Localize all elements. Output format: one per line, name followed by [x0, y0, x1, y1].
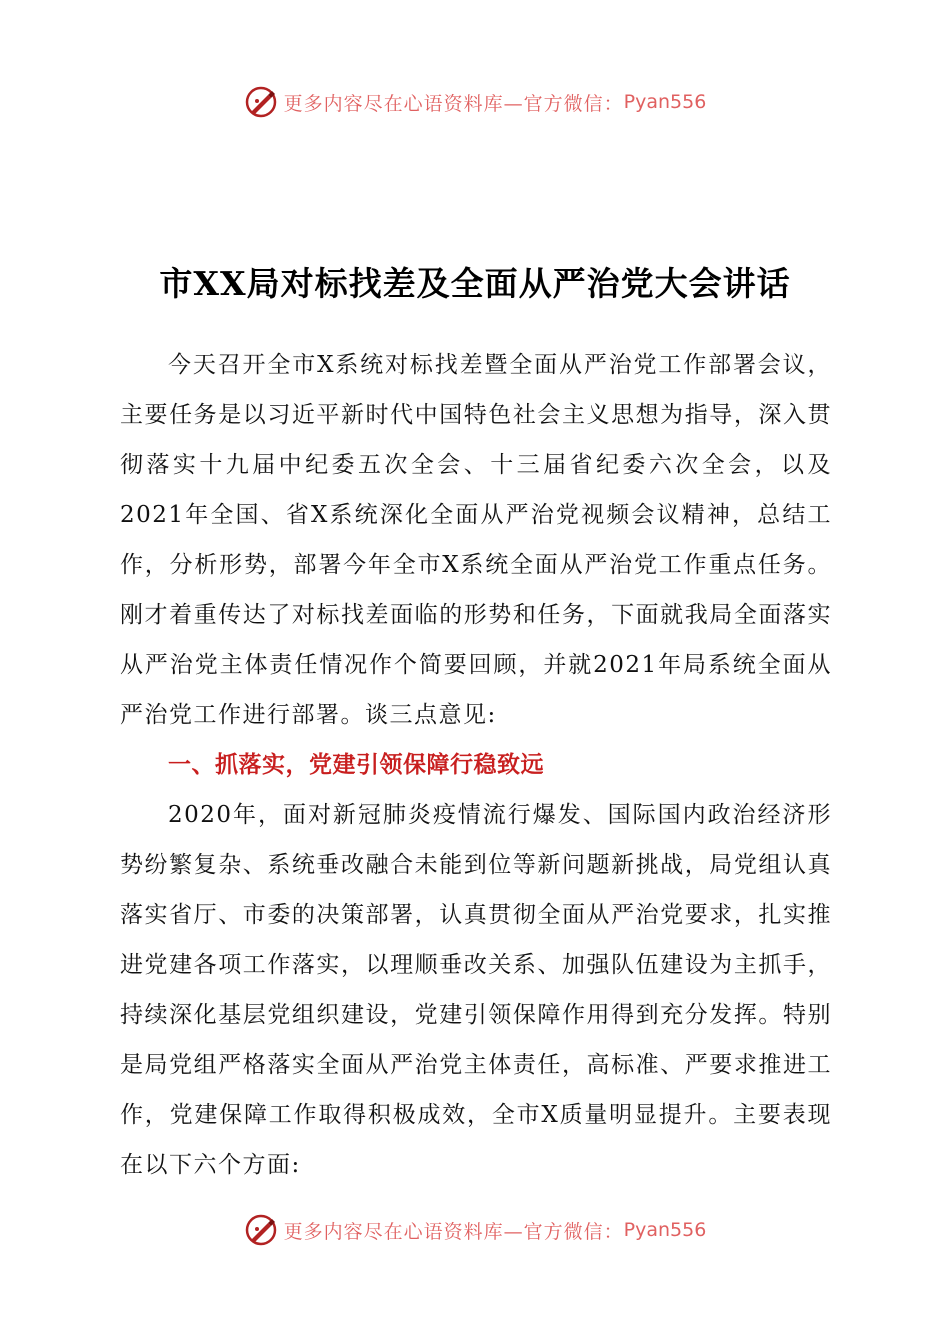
footer-banner — [0, 1210, 950, 1250]
document-title: 市XX局对标找差及全面从严治党大会讲话 — [159, 264, 791, 303]
banner-text: 更多内容尽在心语资料库—官方微信： — [283, 1220, 624, 1243]
document-body — [120, 340, 832, 1190]
section-paragraph: 2020年，面对新冠肺炎疫情流行爆发、国际国内政治经济形势纷繁复杂、系统垂改融合未能到位等新问题新挑战，局党组认真落实省厅、市委的决策部署，认真贯彻全面从严治党要求，扎实推进党建各项工作落实，以理顺垂改关系、加强队伍建设为主抓手，持续深化基层党组织建设，党建引领保障作用得到充分发挥。特别是局党组严格落实全面从严治党主体责任，高标准、严要求推进工作，党建保障工作取得积极成效，全市X质量明显提升。主要表现在以下六个方面: — [120, 802, 832, 1178]
pen-logo-icon — [244, 85, 278, 119]
header-banner — [0, 82, 950, 122]
section-heading: 一、抓落实，党建引领保障行稳致远 — [168, 752, 544, 778]
banner-wechat-id: Pyan556 — [623, 91, 707, 113]
pen-logo-icon — [244, 1213, 278, 1247]
banner-text: 更多内容尽在心语资料库—官方微信： — [283, 92, 624, 115]
intro-paragraph: 今天召开全市X系统对标找差暨全面从严治党工作部署会议，主要任务是以习近平新时代中国特色社会主义思想为指导，深入贯彻落实十九届中纪委五次全会、十三届省纪委六次全会，以及2021年全国、省X系统深化全面从严治党视频会议精神，总结工作，分析形势，部署今年全市X系统全面从严治党工作重点任务。刚才着重传达了对标找差面临的形势和任务，下面就我局全面落实从严治党主体责任情况作个简要回顾，并就2021年局系统全面从严治党工作进行部署。谈三点意见: — [120, 352, 832, 728]
banner-wechat-id: Pyan556 — [623, 1219, 707, 1241]
